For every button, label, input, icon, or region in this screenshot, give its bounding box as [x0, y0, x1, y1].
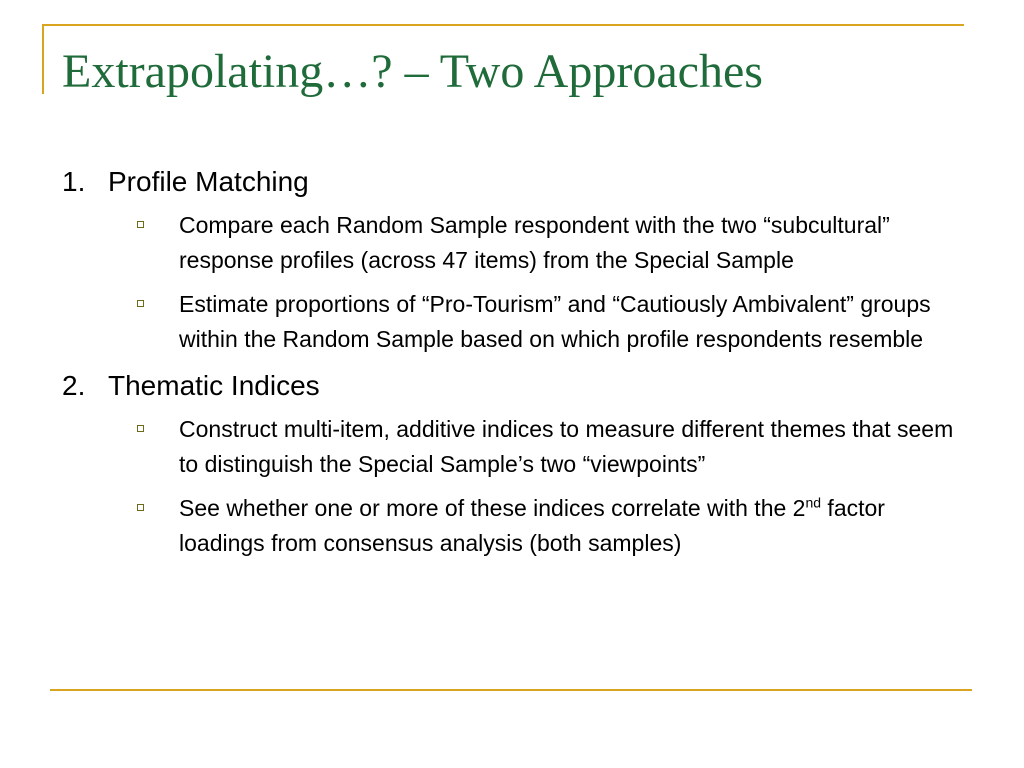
bullet-text: Construct multi-item, additive indices to measure different themes that seem to distinguish the Special Sample’s two “viewpoints”	[179, 416, 954, 477]
bullet-text-part: See whether one or more of these indices correlate with the 2	[179, 495, 806, 521]
bottom-accent-rule	[50, 689, 972, 691]
slide-content	[62, 162, 962, 560]
hollow-square-bullet-icon	[136, 208, 179, 277]
slide-title: Extrapolating…? – Two Approaches	[62, 45, 763, 98]
bullet-text: Compare each Random Sample respondent with the two “subcultural” response profiles (across 47 items) from the Special Sample	[179, 212, 890, 273]
top-accent-rule	[42, 24, 964, 26]
section-profile-matching	[62, 162, 962, 356]
ordinal-superscript: nd	[805, 494, 822, 511]
bullet-text-part: factor loadings from consensus analysis (both samples)	[179, 495, 885, 556]
section-heading	[62, 366, 962, 406]
section-number: 1.	[62, 166, 86, 197]
hollow-square-bullet-icon	[136, 287, 179, 356]
list-item	[136, 287, 962, 356]
list-item	[136, 412, 962, 481]
section-heading	[62, 162, 962, 202]
hollow-square-bullet-icon	[136, 412, 179, 481]
section-thematic-indices	[62, 366, 962, 560]
list-item	[136, 208, 962, 277]
section-number: 2.	[62, 370, 86, 401]
section-title: Thematic Indices	[108, 370, 320, 401]
section-title: Profile Matching	[108, 166, 309, 197]
hollow-square-bullet-icon	[136, 491, 179, 560]
bullet-list	[62, 412, 962, 560]
bullet-list	[62, 208, 962, 356]
list-item	[136, 491, 962, 560]
left-accent-rule	[42, 24, 44, 94]
bullet-text: Estimate proportions of “Pro-Tourism” and “Cautiously Ambivalent” groups within the Random Sample based on which profile respondents resemble	[179, 291, 931, 352]
bullet-text	[179, 491, 962, 560]
